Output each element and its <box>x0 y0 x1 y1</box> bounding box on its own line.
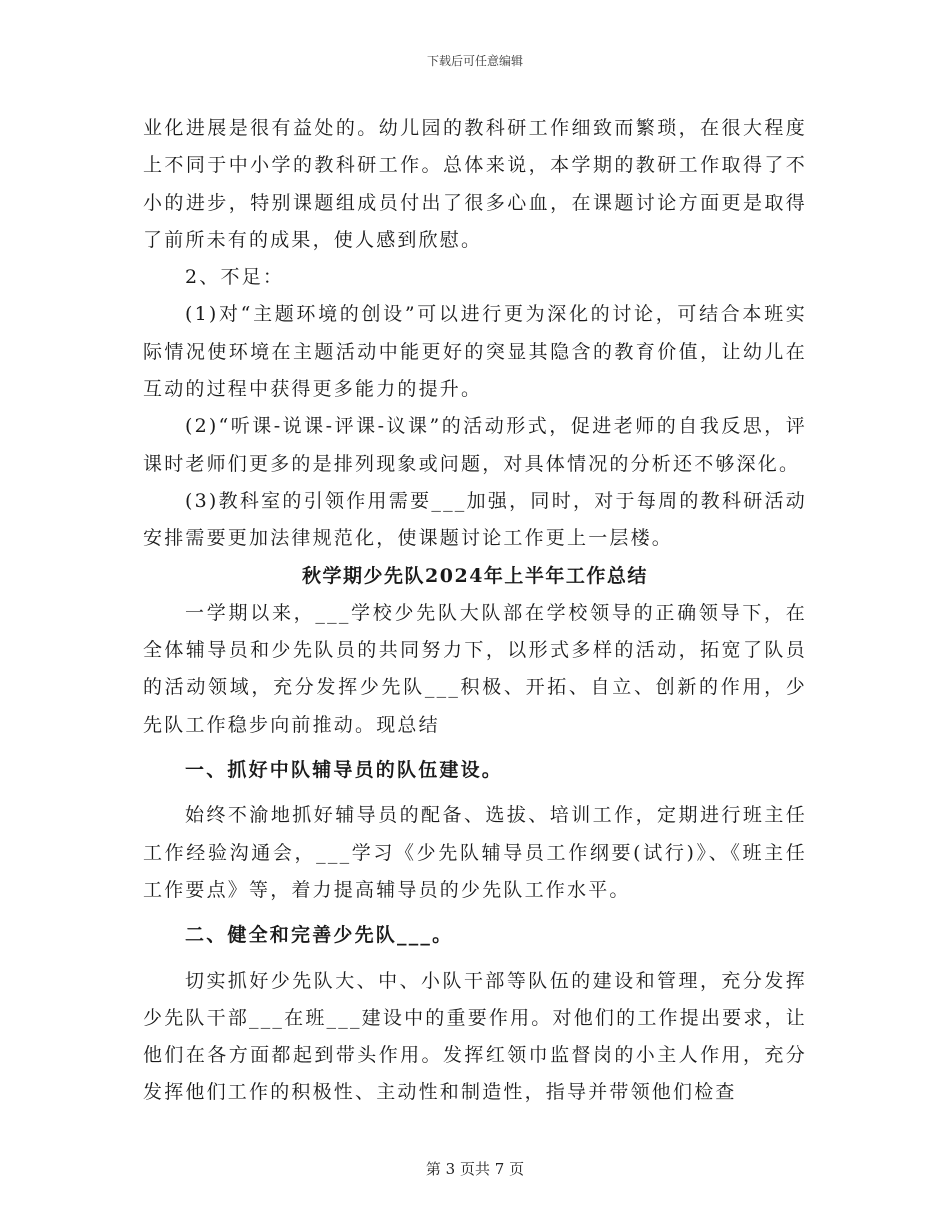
paragraph-section-1: 始终不渝地抓好辅导员的配备、选拔、培训工作，定期进行班主任工作经验沟通会，___学习《少先队辅导员工作纲要(试行)》、《班主任工作要点》等，着力提高辅导员的少先队工作水平。 <box>143 804 807 901</box>
paragraph-intro: 一学期以来，___学校少先队大队部在学校领导的正确领导下，在全体辅导员和少先队员的共同努力下，以形式多样的活动，拓宽了队员的活动领域，充分发挥少先队___积极、开拓、自立、创新的作用，少先队工作稳步向前推动。现总结 <box>143 601 807 736</box>
paragraph-item-2: (2)“听课-说课-评课-议课”的活动形式，促进老师的自我反思，评课时老师们更多的是排列现象或问题，对具体情况的分析还不够深化。 <box>143 415 807 475</box>
section-heading-1: 一、抓好中队辅导员的队伍建设。 <box>185 759 504 782</box>
paragraph-section-2: 切实抓好少先队大、中、小队干部等队伍的建设和管理，充分发挥少先队干部___在班___建设中的重要作用。对他们的工作提出要求，让他们在各方面都起到带头作用。发挥红领巾监督岗的小主人作用，充分发挥他们工作的积极性、主动性和制造性，指导并带领他们检查 <box>143 969 807 1104</box>
paragraph-item-1: (1)对“主题环境的创设”可以进行更为深化的讨论，可结合本班实际情况使环境在主题活动中能更好的突显其隐含的教育价值，让幼儿在互动的过程中获得更多能力的提升。 <box>143 303 807 401</box>
section-heading-2: 二、健全和完善少先队___。 <box>185 924 454 947</box>
paragraph-shortcomings-heading: 2、不足： <box>185 266 285 289</box>
document-title: 秋学期少先队2024年上半年工作总结 <box>302 564 648 587</box>
paragraph-continuation: 业化进展是很有益处的。幼儿园的教科研工作细致而繁琐，在很大程度上不同于中小学的教科研工作。总体来说，本学期的教研工作取得了不小的进步，特别课题组成员付出了很多心血，在课题讨论方面更是取得了前所未有的成果，使人感到欣慰。 <box>143 117 807 251</box>
page-header: 下载后可任意编辑 <box>426 54 523 68</box>
document-body <box>143 110 807 1112</box>
page-footer: 第 3 页共 7 页 <box>425 1160 525 1178</box>
paragraph-item-3: (3)教科室的引领作用需要___加强，同时，对于每周的教科研活动安排需要更加法律规范化，使课题讨论工作更上一层楼。 <box>143 489 807 550</box>
